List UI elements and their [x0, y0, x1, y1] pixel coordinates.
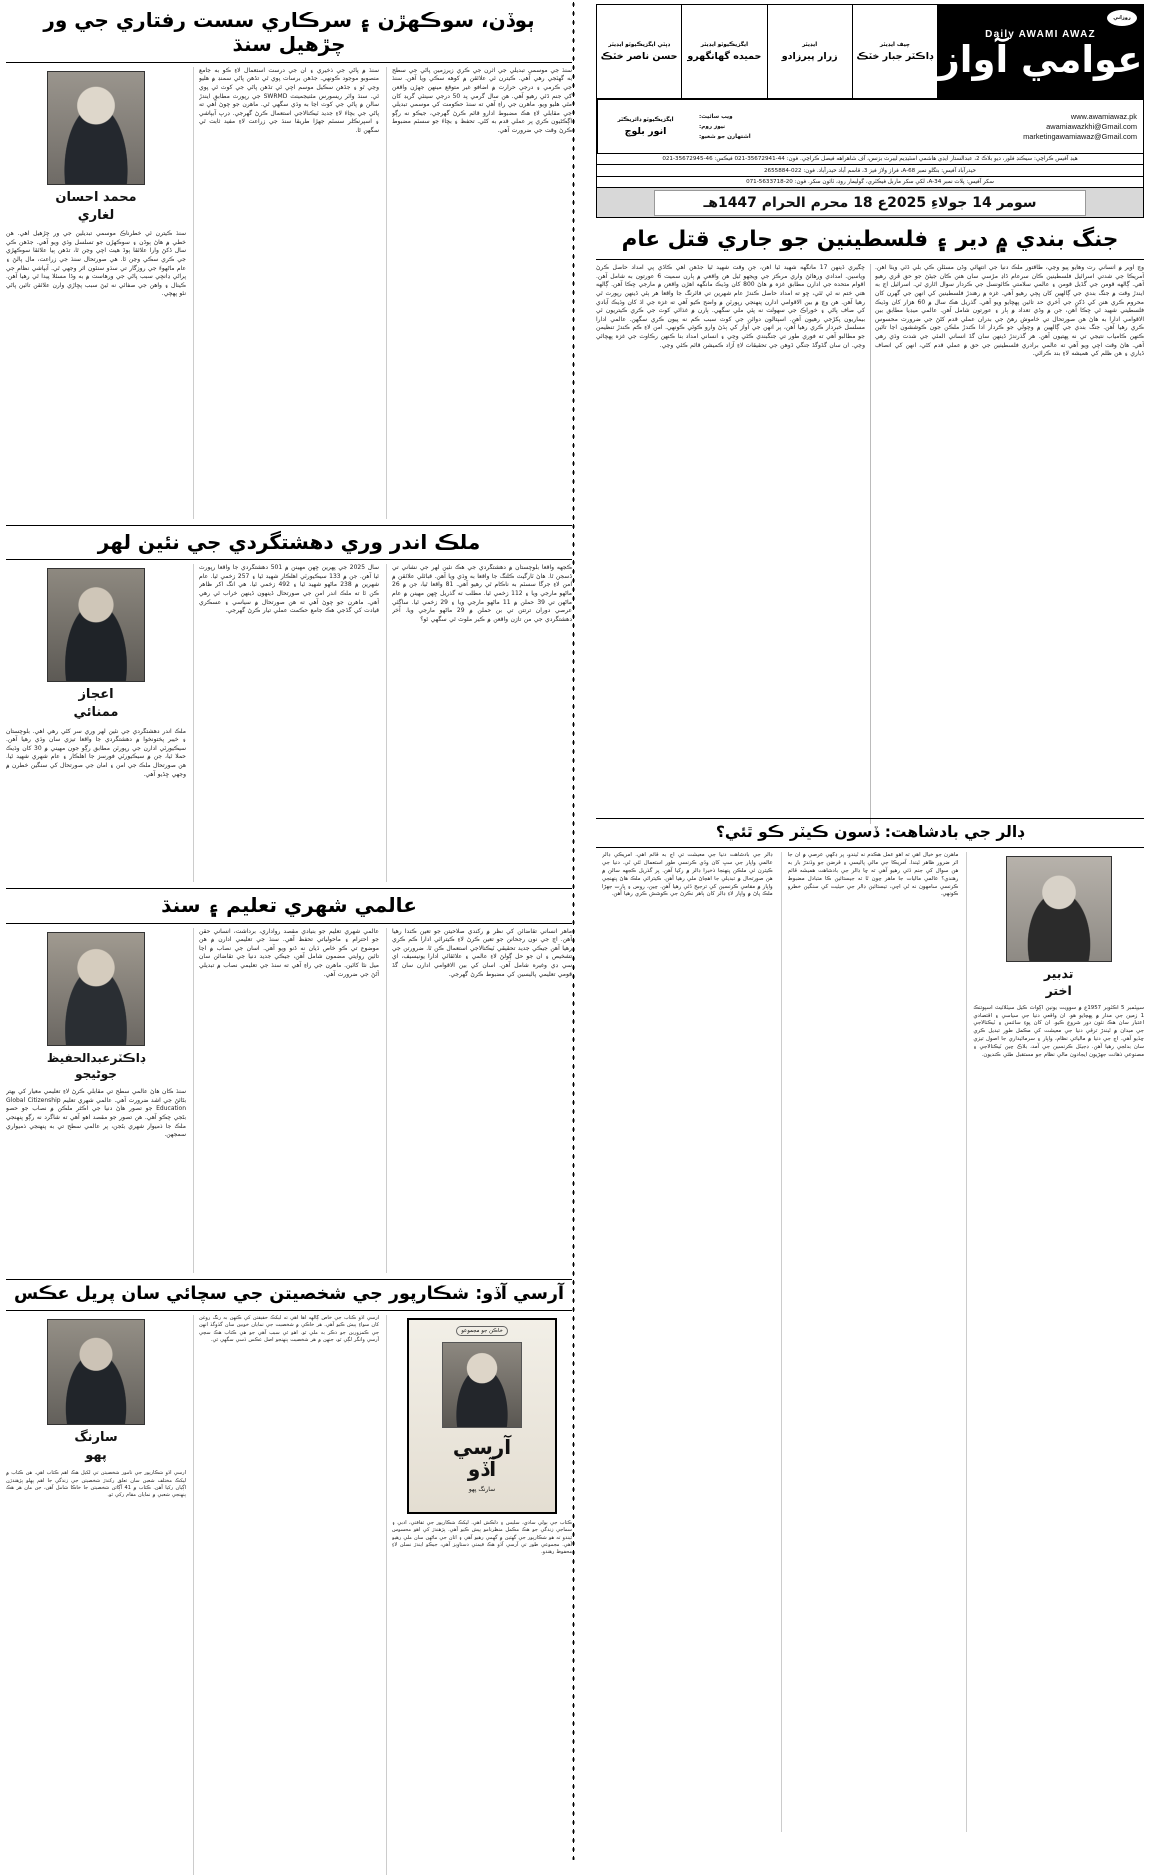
article-4-headline: آرسي آڏو: شڪارپور جي شخصيتن جي سچائي سان پريل عڪس — [14, 1283, 564, 1304]
article-1-text-a: سنڌ جي موسمي تبديلي جي اثرن جي ڪري زيرزمين پاڻي جي سطح به گهٽجي رهي آهي. ڪيترن ئي علائقن ۾ کوهه سڪي ويا آهن. سنڌ جي ڪرمي ۽ درجي حرارت ۾ اضافو غير متوقع مينهن جهڙن واقعن کي جنم ڏئي رهيو آهي. هن سال گرمي پد 50 درجي سينٽي گريڊ کان مٿي هليو ويو. ماهرن جي راءِ آهي ته سنڌ حڪومت کي موسمي تبديلي جي مقابلي لاءِ هڪ مضبوط ادارو قائم ڪرڻ گهرجي، جيڪو نه رڳو اڳڪٿيون ڪري پر عملي قدم به کڻي. تحفظ ۽ بچاءَ جو سسٽم مضبوط ڪرڻ وقت جي ضرورت آهي. — [392, 66, 572, 134]
column-divider — [572, 0, 575, 1860]
article-1-column-b — [193, 67, 379, 519]
article-2-text-c: ملڪ اندر دهشتگردي جي نئين لهر وري سر کڻي رهي آهي. بلوچستان ۽ خيبر پختونخوا ۾ دهشتگردي جا واقعا تيزي سان وڌي رهيا آهن. سيڪيورٽي ادارن جي رپورٽن مطابق رڳو جون مهيني ۾ 30 کان وڌيڪ حملا ٿيا، جن ۾ سيڪيورٽي فورسز جا اهلڪار ۽ عام شهري شهيد ٿيا. هن صورتحال ملڪ جي امن ۽ امان جي صورتحال کي سنگين خطرن ۾ وجهي ڇڏيو آهي. — [6, 727, 186, 778]
article-1-author-block — [6, 67, 186, 225]
dollar-text-a: سيپٽمبر 5 آڪٽوبر 1957ع ۾ سوويت يونين اڳواٽ ڪيل سيٽلائيٽ اسپوتنڪ 1 زمين جي مدار ۾ پهچايو هو. ان واقعي دنيا جي سياسي ۽ اقتصادي اعتبار سان هڪ نئون دور شروع ڪيو. ان کان پوءِ سائنس ۽ ٽيڪنالاجي جي ميدان ۾ ٿيندڙ ترقي دنيا جي معيشت کي مڪمل طور تبديل ڪري ڇڏيو آهي. اڄ جي دنيا ۾ مالياتي نظام، واپار ۽ سرمائيداري جا اصول تيزي سان بدلجي رهيا آهن. ڊجيٽل ڪرنسين جي آمد، بلاڪ چين ٽيڪنالاجي ۽ مصنوعي ذهانت جهڙيون ايجادون مالي نظام جو مستقبل طئي ڪنديون. — [973, 1004, 1144, 1059]
office-addresses — [596, 154, 1144, 188]
office-sukkur: سکر آفيس: پلاٽ نمبر A-34، لکي سکر ماربل فيڪٽري، گوليمار روڊ، ٽائون سکر. فون: 20-5633718-071 — [746, 178, 994, 185]
book-cover-image — [407, 1318, 557, 1514]
article-1-author-name: محمد احسان لغاري — [55, 189, 137, 223]
article-3-column-b — [193, 928, 379, 1273]
staff-chief-editor — [852, 5, 937, 98]
newspaper-logo — [937, 5, 1143, 98]
article-3-text-b: عالمي شهري تعليم جو بنيادي مقصد رواداري، برداشت، انساني حقن جو احترام ۽ ماحولياتي تحفظ آهي. سنڌ جي تعليمي ادارن ۾ هن موضوع تي ڪو خاص ڌيان نه ڏنو ويو آهي. اسان جي نصاب ۾ اڃا تائين روايتي مضمون شامل آهن، جيڪي جديد دنيا جي تقاضائن سان ميل نٿا کائين. ماهرن جي راءِ آهي ته سنڌ جي تعليمي نصاب ۾ تبديلي آڻڻ جي ضرورت آهي. — [199, 927, 379, 978]
author-photo — [47, 932, 145, 1046]
article-2-column-a — [386, 564, 572, 882]
dollar-text-c: ڊالر جي بادشاهت دنيا جي معيشت تي اڄ به قائم آهي. آمريڪي ڊالر عالمي واپار جي سڀ کان وڏي ڪرنسي طور استعمال ٿئي ٿي. دنيا جي ڪيترن ئي ملڪن پنهنجا ذخيرا ڊالر ۾ رکيا آهن. پر گذريل ڪجهه سالن ۾ هن صورتحال ۾ تبديلي جا اهڃاڻ ملي رهيا آهن. ڪيترائي ملڪ هاڻ پنهنجي واپار ۾ مقامي ڪرنسين کي ترجيح ڏئي رهيا آهن. چين، روس ۽ ڀارت جهڙا ملڪ پاڻ ۾ واپار لاءِ ڊالر کان ٻاهر نڪرڻ جي ڪوشش ڪري رهيا آهن. — [601, 851, 773, 898]
book-cover-subtitle: سارنگ پهو — [468, 1485, 496, 1493]
contact-list — [693, 100, 1143, 153]
contact-website-label: ويب سائيٽ: — [699, 113, 733, 120]
article-2-headline: ملڪ اندر وري دهشتگردي جي نئين لهر — [97, 529, 481, 554]
article-1-column-c — [6, 67, 186, 519]
left-zone — [6, 4, 572, 1854]
article-2-column-b — [193, 564, 379, 882]
article-1-text-c: سنڌ ڪيترن ئي خطرناڪ موسمي تبديلين جي ور چڙهيل آهي. هن خطي ۾ هاڻ ٻوڏن ۽ سوڪهڙن جو تسلسل وڌي ويو آهي. جڏهن ڪي سال ڏکڻ وارا علائقا ٻوڏ هيٺ اچي وڃن ٿا، تڏهن ٻيا علائقا سوڪهڙي جي ڪري سڪي وڃن ٿا. هي صورتحال سنڌ جي زراعت، مال پالڻ ۽ عام ماڻهوءَ جي روزگار تي سڌو سنئون اثر وجهي ٿي. آبپاشي نظام جي پراڻي ڍانچي سبب پاڻي جي ورهاست ۾ به وڏا مسئلا پيدا ٿي رهيا آهن. ڪينال ۽ واهن جي صفائي نه ٿيڻ سبب پڇاڙي وارن علائقن تائين پاڻي نٿو پهچي. — [6, 230, 186, 298]
logo-badge: روزاني — [1107, 10, 1137, 26]
article-3-column-c — [6, 928, 186, 1273]
lead-headline: جنگ بندي ۾ دير ۽ فلسطينين جو جاري قتل عام — [621, 227, 1119, 252]
staff-role: چيف ايڊيٽر — [879, 41, 910, 48]
contact-website-value[interactable]: www.awamiawaz.pk — [1070, 112, 1137, 122]
contact-newsroom-value[interactable]: awamiawazkhi@Gmail.com — [1046, 122, 1137, 132]
article-floods — [6, 4, 572, 519]
staff-executive-editor — [681, 5, 766, 98]
article-4-under-rule — [6, 1310, 572, 1311]
article-book-review — [6, 1279, 572, 1875]
article-4-columns — [6, 1315, 572, 1875]
article-4-author-name: سارنگ پهو — [74, 1429, 118, 1464]
contact-newsroom-label: نيوز روم: — [699, 123, 726, 130]
date-band — [596, 188, 1144, 218]
article-4-author-block — [6, 1315, 186, 1465]
article-terrorism — [6, 525, 572, 882]
masthead — [596, 4, 1144, 154]
author-photo — [1006, 856, 1112, 962]
article-3-column-a — [386, 928, 572, 1273]
dollar-headline: ڊالر جي بادشاهت: ڏسون ڪيٽر ڪو ٿئي؟ — [715, 823, 1025, 841]
date-text: سومر 14 جولاءِ 2025ع 18 محرم الحرام 1447هـ — [654, 190, 1086, 216]
article-4-text-a: ڪتاب جي ٻولي سادي، سليس ۽ دلڪش آهي. ليکڪ شڪارپور جي ثقافتي، ادبي ۽ سماجي زندگي جو هڪ مڪمل منظرنامو پيش ڪيو آهي. پڙهندڙ کي اهو محسوس ٿيندو ته هو شڪارپور جي گهٽين ۾ گهمي رهيو آهي ۽ اتان جي ماڻهن سان ملي رهيو آهي. مجموعي طور تي آرسي آڏو هڪ قيمتي دستاويز آهي، جيڪو ايندڙ نسلن لاءِ محفوظ رهندو. — [392, 1519, 572, 1556]
article-1-columns — [6, 67, 572, 519]
article-2-columns — [6, 564, 572, 882]
staff-name: زرار پيرزادو — [781, 50, 838, 62]
masthead-staff-grid — [597, 5, 937, 98]
office-karachi: هيڊ آفيس ڪراچي: سيڪنڊ فلور، ديو بلاڪ 2، عبدالستار ايڊي هاشمي اسٽيڊيم ليبرٽ بزنس، آف شاهراهه فيصل ڪراچي. فون: 44-35672941-021 فيڪس: 46-35672945-021 — [597, 154, 1143, 165]
staff-editor — [767, 5, 852, 98]
lead-article — [596, 222, 1144, 824]
staff-role: ايگزيڪيوٽو ايڊيٽر — [700, 41, 749, 48]
staff-executive-director — [597, 100, 693, 153]
article-global-citizenship — [6, 888, 572, 1272]
article-4-column-b — [193, 1315, 379, 1875]
author-photo — [47, 1319, 145, 1425]
article-3-text-c: سنڌ ڪان هاڻ عالمي سطح تي مقابلي ڪرڻ لاءِ تعليمي معيار کي بهتر بڻائڻ جي اشد ضرورت آهي. عالمي شهري تعليم Global Citizenship Education جو تصور هاڻ دنيا جي اڪثر ملڪن ۾ نصاب جو حصو بڻجي چڪو آهي. هن تصور جو مقصد اهو آهي ته شاگرد نه رڳو پنهنجي ملڪ جا ذميوار شهري بڻجن، پر عالمي سطح تي به پنهنجي ذميواري سمجهن. — [6, 1088, 186, 1139]
article-3-under-rule — [6, 923, 572, 924]
contact-marketing-value[interactable]: marketingawamiawaz@Gmail.com — [1023, 132, 1137, 142]
article-1-column-a — [386, 67, 572, 519]
article-1-headline: ٻوڏن، سوڪهڙن ۽ سرڪاري سست رفتاري جي ور چڙهيل سنڌ — [43, 8, 535, 57]
author-photo — [47, 568, 145, 682]
book-cover-top-label: خاڪن جو مجموعو — [456, 1326, 508, 1336]
staff-deputy-executive-editor — [597, 5, 681, 98]
article-3-author-name: ڊاڪٽرعبدالحفيظ جوڻيجو — [46, 1050, 146, 1082]
author-photo — [47, 71, 145, 185]
dollar-byline: تدبير اختر — [1043, 965, 1074, 998]
contact-marketing-label: اشتهارن جو شعبو: — [699, 133, 751, 140]
masthead-top — [597, 5, 1143, 99]
staff-name: ڊاڪٽر جبار خٽڪ — [856, 50, 934, 62]
article-3-text-a: ماهر انساني تقاضائن کي نظر ۾ رکندي صلاحيتن جو تعين ڪندا رهيا آهن. اڄ جي نون رجحانن جو تعين ڪرڻ لاءِ ڪيترائي ادارا ڪم ڪري رهيا آهن جيڪي جديد تحقيقي ٽيڪنالاجي استعمال ڪن ٿا. ضرورتن جي تشخيص ۽ ان جو حل ڳولڻ لاءِ عالمي ۽ علائقائي ادارا يونيسيف، اي سي ڊي وغيره شامل آهن. اسان کي بين الاقوامي ادارن سان گڏ قومي تعليمي پاليسين کي مضبوط ڪرڻ گهرجي. — [392, 927, 572, 978]
lead-paragraph-left: چڱيري ڏينهن 17 مانگهه شهيد ٿيا آهن، جن وقت شهيد ٿيا جڏهن اهي ڪاڏي پي امداد حاصل ڪرڻ وياسين. امدادي ورهائڻ واري مرڪز جي ويجهو ٿيل هن واقعي ۾ ٻارن سميت 6 عورتون به شامل آهن. اقوام متحده جي ادارن مطابق غزه ۾ هاڻ 800 کان وڌيڪ مانگهه اهڙن واقعن ۾ مارجي چڪا آهن. ڳالهه هتي ختم نه ٿي ٿئي، ڇو ته امداد حاصل ڪندڙ عام شهرين تي فائرنگ جا واقعا هر ٻئي ڏينهن رپورٽ ٿي رهيا آهن. هن وچ ۾ بين الاقوامي ادارن پنهنجي رپورٽن ۾ واضح ڪيو آهي ته غزه جي اڌ کان وڌيڪ آبادي کي صاف پاڻي ۽ خوراڪ جي سهولت نه پئي ملي سگهي. ٻارن ۾ غذائي کوٽ جي ڪري ڪيتريون ئي بيماريون پکڙجي رهيون آهن. اسپتالون دوائن جي کوٽ سبب ڪم نه پيون ڪري سگهن. عالمي ادارا مسلسل خبردار ڪري رهيا آهن، پر انهن جي آواز کي ٻڌڻ وارو ڪوئي ڪونهي. امن لاءِ ڪم ڪندڙ تنظيمن جو مطالبو آهي ته فوري طور تي جنگبندي ڪئي وڃي ۽ انساني امداد بنا ڪنهن رڪاوٽ جي غزه پهچائي وڃي. ان سان گڏوگڏ جنگي ڏوهن جي تحقيقات لاءِ آزاد ڪميشن قائم ڪئي وڃي. — [596, 264, 865, 349]
dollar-column-c — [596, 852, 773, 1832]
article-2-under-rule — [6, 559, 572, 560]
article-4-column-c — [6, 1315, 186, 1875]
staff-name: انور بلوچ — [624, 125, 667, 137]
book-cover-photo — [442, 1342, 522, 1428]
contact-website — [699, 112, 1137, 121]
article-2-column-c — [6, 564, 186, 882]
article-2-text-a: ڪجهه واقعا بلوچستان ۾ دهشتگردي جي هڪ نئين لهر جي نشاني تي ڏسجن ٿا. هاڻ ٽارگيٽ ڪلنگ جا واقعا به وڌي ويا آهن. قبائلي علائقن ۾ امن لاءِ جرگا سسٽم به ناڪام ٿي رهيو آهي. 81 واقعا ٿيا، جن ۾ 26 ماڻهو مارجي ويا ۽ 112 زخمي ٿيا. مطلب ته گذريل ڇهن مهينن ۾ عام ماڻهن تي 39 حملن ۾ 11 ماڻهو مارجي ويا ۽ 29 زخمي ٿيا. ساڳئي عرصي دوران ترتتن تي بن حملن ۾ 29 ماڻهو مارجي ويا. آخر دهشتگردي جي من تازن واقعن ۾ ڪير ملوث ٿي سگهي ٿو؟ — [392, 564, 572, 623]
office-hyderabad: حيدرآباد آفيس: بنگلو نمبر A-68، فراز ولاز فيز 3، قاسم آباد حيدرآباد. فون: 022-2655884 — [597, 165, 1143, 176]
article-4-text-b: آرسي آڏو ڪتاب جي خاص ڳالهه اها آهي ته ليکڪ حقيقتن کي ڪنهن به رنگ روغن کان سواءِ پيش ڪيو آهي. هر خاڪي ۾ شخصيت جي نمايان خوبين سان گڏوگڏ انهن جي ڪمزورين جو ذڪر به ملي ٿو. اهو ئي سبب آهي جو هي ڪتاب هڪ سچي آرسي وانگر لڳي ٿو، جنهن ۾ هر شخصيت پنهنجو اصل عڪس ڏسي سگهي ٿي. — [199, 1314, 379, 1343]
article-3-headline: عالمي شهري تعليم ۽ سنڌ — [161, 893, 417, 918]
dollar-article — [596, 818, 1144, 1832]
article-1-text-b: سنڌ ۾ پاڻي جي ذخيري ۽ ان جي درست استعمال لاءِ ڪو به جامع منصوبو موجود ڪونهي. جڏهن برسات پوي ٿي تڏهن پاڻي سمنڊ ۾ هليو وڃي ٿو ۽ جڏهن سڪيل موسم اچي ٿي تڏهن پاڻي جي کوٽ ٿي پوي ٿي. سنڌ واٽر ريسورس مئنيجمينٽ SWRMD جي رپورٽ مطابق ايندڙ سالن ۾ پاڻي جي کوٽ اڃا به وڌي سگهي ٿي. ماهرن جو چوڻ آهي ته پاڻي جي بچاءَ لاءِ جديد ٽيڪنالاجي استعمال ڪرڻ گهرجي. ڊرپ آبپاشي ۽ اسپرنڪلر سسٽم جهڙا طريقا سنڌ جي زراعت لاءِ مفيد ثابت ٿي سگهن ٿا. — [199, 66, 379, 134]
dollar-columns — [596, 852, 1144, 1832]
contact-marketing — [699, 132, 1137, 141]
dollar-column-a — [966, 852, 1144, 1832]
dollar-column-b — [781, 852, 959, 1832]
article-4-column-a — [386, 1315, 572, 1875]
logo-sindhi-text: عوامي آواز — [938, 38, 1143, 82]
masthead-contact-row — [597, 99, 1143, 153]
article-1-rule — [6, 62, 572, 63]
article-3-columns — [6, 928, 572, 1273]
contact-newsroom — [699, 122, 1137, 131]
staff-role: ڊپٽي ايگزيڪيوٽو ايڊيٽر — [608, 41, 671, 48]
article-3-author-block — [6, 928, 186, 1084]
article-4-text-c: آرسي آڏو شڪارپور جي نامور شخصيتن تي لکيل هڪ اهم ڪتاب آهي. هن ڪتاب ۾ ليکڪ مختلف شعبن سان تعلق رکندڙ شخصيتن جي زندگي جا اهم پهلو پڙهندڙن اڳيان رکيا آهن. ڪتاب ۾ 41 آڳاٽن شخصيتن جا خاڪا شامل آهن، جن مان هر هڪ پنهنجي شعبي ۾ نمايان مقام رکي ٿو. — [6, 1470, 186, 1499]
logo-english-text: Daily AWAMI AWAZ — [985, 29, 1096, 41]
article-2-text-b: سال 2025 جي پهرين ڇهن مهينن ۾ 501 دهشتگردي جا واقعا رپورٽ ٿيا آهن. جن ۾ 133 سيڪيورٽي اهلڪار شهيد ٿيا ۽ 257 زخمي ٿيا. عام شهرين ۾ 238 ماڻهو شهيد ٿيا ۽ 492 زخمي ٿيا. هي انگ اکر ظاهر ڪن ٿا ته ملڪ اندر امن جي صورتحال ڏينهون ڏينهن خراب ٿي رهي آهي. ماهرن جو چوڻ آهي ته هن صورتحال ۾ سياسي ۽ عسڪري قيادت کي گڏجي هڪ جامع حڪمت عملي تيار ڪرڻ گهرجي. — [199, 564, 379, 615]
lead-paragraph-right: وڃ اوير ۾ انساني رت وهايو پيو وڃي، طاقتور ملڪ دنيا جي انتهائي وڏن مسئلن ڪي بلي ڏئي ويٺا آهن. آمريڪا جي شدتي اسرائيل فلسطينين ڪان سرعام ڏاڍ مڙسي سان هنن ڪان جيئڻ جو حق ڦري رهيو آهي. ڳالهه قومن جي گڏيل قومن ۽ عالمي سلامتي ڪائونسل جي ڪردار سوال اٿاري ٿي. اسرائيل اڄ به ايندڙ وقت ۾ جنگ بندي جي ڳالهين کان ڀڄي رهيو آهي. غزه ۾ رهندڙ فلسطينين کي انهن جي گهرن کان محروم ڪري هنن کي ڏکن جي آخري حد تائين پهچايو ويو آهي. گذريل هڪ سال ۾ 60 هزار کان وڌيڪ فلسطيني شهيد ٿي چڪا آهن، جن ۾ وڏي تعداد ۾ ٻار ۽ عورتون شامل آهن. عالمي ميڊيا مطابق بين الاقوامي ادارا به هاڻ هن صورتحال تي خاموش رهڻ جي بدران عملي قدم کڻڻ جي ضرورت محسوس ڪري رهيا آهن. جنگ بندي جي ڳالهين ۾ وچولي جو ڪردار ادا ڪندڙ ملڪن جون ڪوششون اڃا تائين ڪنهن ڪامياب نتيجي تي نه پهتيون آهن. هر گذرندڙ ڏينهن سان گڏ انساني المئي جي شدت وڌي رهي آهي. هاڻ وقت اچي ويو آهي ته عالمي برادري فلسطينين جي حق ۾ عملي قدم کڻي، انهن کي انصاف ڏياري ۽ هن ظلم کي هميشه لاءِ بند ڪرائي. — [875, 264, 1144, 358]
staff-name: حميده گهانگهرو — [687, 50, 762, 62]
article-2-author-name: اعجاز ممنائي — [73, 687, 119, 721]
staff-role: ايگزيڪيوٽو ڊائريڪٽر — [617, 116, 674, 123]
book-cover-title: آرسي آڏو — [452, 1434, 512, 1481]
dollar-under-rule — [596, 847, 1144, 848]
staff-name: حسن ناصر خٽڪ — [600, 50, 678, 62]
staff-row — [597, 5, 937, 98]
staff-role: ايڊيٽر — [802, 41, 818, 48]
article-2-author-block — [6, 564, 186, 722]
dollar-text-b: ماهرن جو خيال آهي ته اهو عمل هڪدم نه ٿيندو، پر ڊگهي عرصي ۾ ان جا اثر ضرور ظاهر ٿيندا. آمريڪا جي مالي پاليسي ۽ قرضن جو وڌندڙ بار به هن سوال کي جنم ڏئي رهيو آهي ته ڇا ڊالر جي بادشاهت هميشه قائم رهندي؟ عالمي ماليات جا ماهر چون ٿا ته جيستائين ڪا متبادل مضبوط ڪرنسي سامهون نه ٿي اچي، تيستائين ڊالر جي حيثيت کي سنگين خطرو ڪونهي. — [787, 851, 959, 898]
lead-body — [596, 260, 1144, 824]
